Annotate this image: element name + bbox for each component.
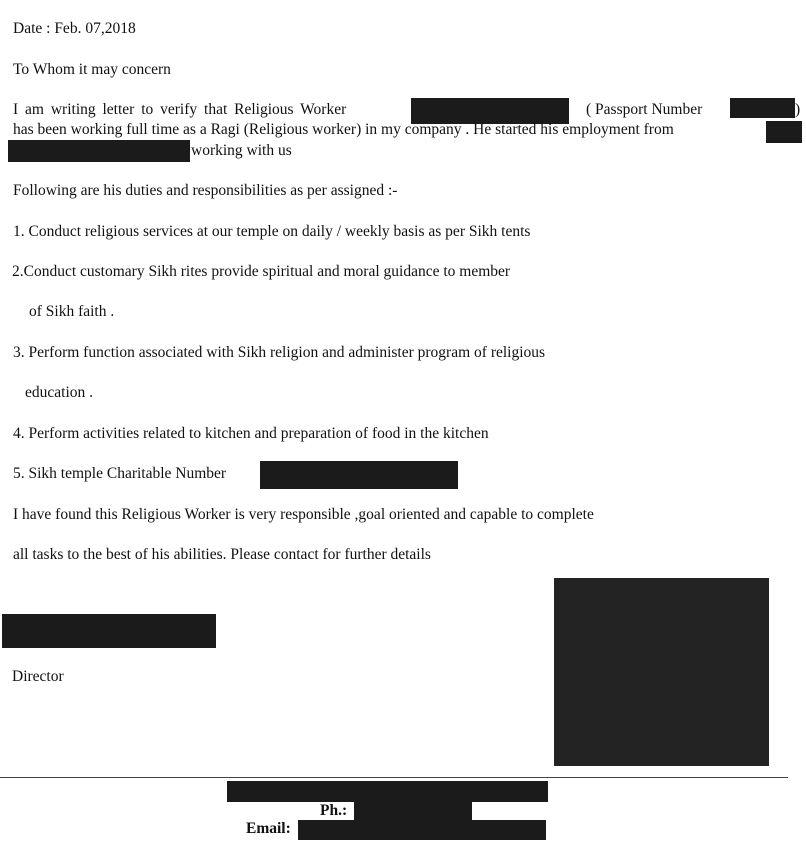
date-line: Date : Feb. 07,2018 bbox=[13, 20, 136, 37]
redacted-start-date-a bbox=[766, 121, 802, 143]
redacted-signature-name bbox=[2, 614, 216, 648]
para1-line1-b: ( Passport Number bbox=[586, 101, 703, 118]
duty-3-line2: education . bbox=[25, 384, 94, 401]
footer-divider bbox=[0, 777, 788, 778]
salutation: To Whom it may concern bbox=[13, 61, 171, 78]
redacted-start-date-b bbox=[8, 140, 190, 162]
para1-line1-c: ) bbox=[795, 101, 801, 118]
closing-line1: I have found this Religious Worker is very responsible ,goal oriented and capable to complete bbox=[13, 506, 594, 523]
duty-2-line2: of Sikh faith . bbox=[29, 303, 115, 320]
duty-2-line1: 2.Conduct customary Sikh rites provide spiritual and moral guidance to member bbox=[12, 263, 511, 280]
para1-line2: has been working full time as a Ragi (Religious worker) in my company . He started his employment from bbox=[13, 121, 674, 138]
redacted-passport-number bbox=[730, 98, 795, 118]
signer-title: Director bbox=[12, 668, 64, 685]
phone-label: Ph.: bbox=[320, 802, 348, 819]
closing-line2: all tasks to the best of his abilities. Please contact for further details bbox=[13, 546, 431, 563]
duty-5: 5. Sikh temple Charitable Number bbox=[13, 465, 227, 482]
email-label: Email: bbox=[246, 820, 291, 837]
redacted-charitable-number bbox=[260, 461, 458, 489]
redacted-email bbox=[298, 820, 546, 840]
duty-3-line1: 3. Perform function associated with Sikh religion and administer program of religious bbox=[13, 344, 546, 361]
duties-intro: Following are his duties and responsibilities as per assigned :- bbox=[13, 182, 398, 199]
duty-1: 1. Conduct religious services at our temple on daily / weekly basis as per Sikh tents bbox=[13, 223, 531, 240]
para1-line3: working with us bbox=[191, 142, 292, 159]
redacted-footer-address bbox=[227, 781, 548, 802]
duty-4: 4. Perform activities related to kitchen and preparation of food in the kitchen bbox=[13, 425, 489, 442]
para1-line1-a: I am writing letter to verify that Religious Worker bbox=[13, 101, 347, 118]
redacted-stamp bbox=[554, 578, 769, 766]
redacted-phone bbox=[354, 802, 472, 821]
